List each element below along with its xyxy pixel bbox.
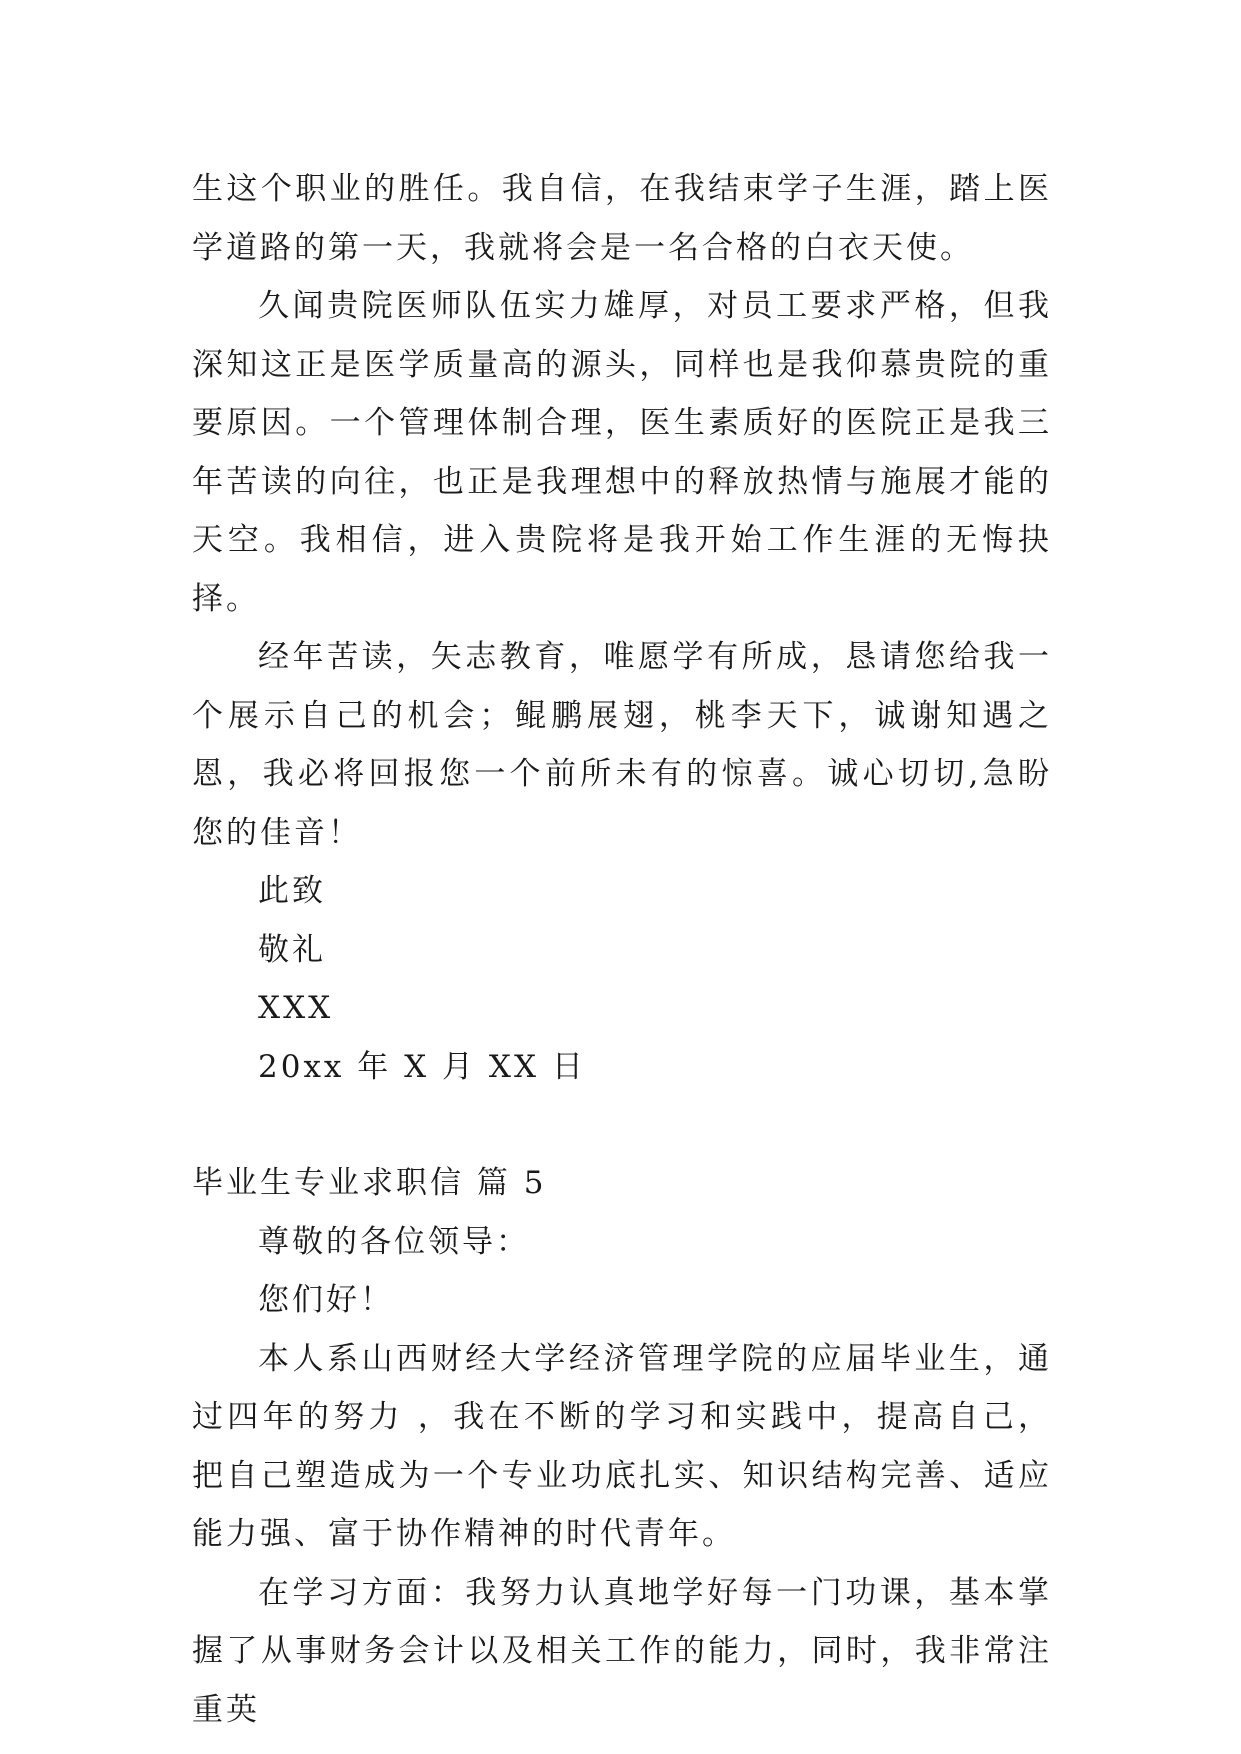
salutation: 尊敬的各位领导： [258, 1223, 530, 1260]
letter-paragraph-request: 经年苦读，矢志教育，唯愿学有所成，恳请您给我一个展示自己的机会；鲲鹏展翅，桃李天下，诚谢知遇之恩，我必将回报您一个前所未有的惊喜。诚心切切,急盼您的佳音！ [192, 639, 1052, 851]
letter-paragraph-hospital: 久闻贵院医师队伍实力雄厚，对员工要求严格，但我深知这正是医学质量高的源头，同样也是我仰慕贵院的重要原因。一个管理体制合理，医生素质好的医院正是我三年苦读的向往，也正是我理想中的释放热情与施展才能的天空。我相信，进入贵院将是我开始工作生涯的无悔抉择。 [192, 288, 1052, 617]
letter-paragraph-intro: 本人系山西财经大学经济管理学院的应届毕业生，通过四年的努力 ，我在不断的学习和实践中，提高自己，把自己塑造成为一个专业功底扎实、知识结构完善、适应能力强、富于协作精神的时代青年。 [192, 1340, 1052, 1552]
signature: XXX [258, 990, 334, 1026]
letter-paragraph-study: 在学习方面：我努力认真地学好每一门功课，基本掌握了从事财务会计以及相关工作的能力，同时，我非常注重英 [192, 1574, 1052, 1728]
closing-regards: 敬礼 [258, 931, 326, 968]
section-title: 毕业生专业求职信 篇 5 [192, 1165, 547, 1201]
closing-salutation: 此致 [258, 873, 326, 909]
greeting: 您们好！ [258, 1282, 394, 1318]
letter-date: 20xx 年 X 月 XX 日 [258, 1048, 586, 1085]
letter-paragraph-continued: 生这个职业的胜任。我自信，在我结束学子生涯，踏上医学道路的第一天，我就将会是一名合格的白衣天使。 [192, 171, 1052, 266]
document-page [192, 160, 1052, 1739]
section-spacer [192, 1096, 1052, 1154]
